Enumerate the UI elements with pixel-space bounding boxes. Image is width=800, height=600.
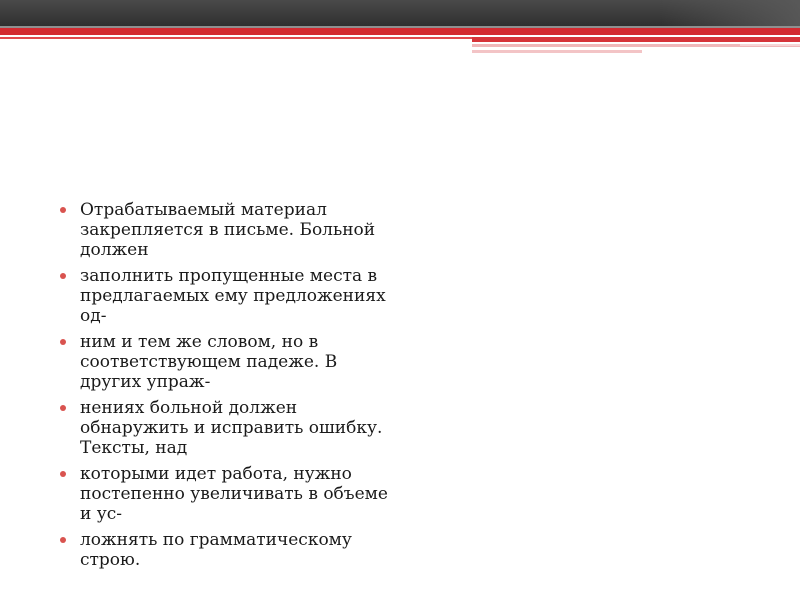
- bullet-item: [58, 332, 388, 392]
- bullet-text: нениях больной должен обнаружить и исправить ошибку. Тексты, над: [80, 398, 383, 458]
- bullet-text: Отрабатываемый материал закрепляется в письме. Больной должен: [80, 200, 376, 260]
- bullet-item: [58, 464, 388, 524]
- bullet-dot-icon: [60, 471, 66, 477]
- bullet-dot-icon: [60, 207, 66, 213]
- header-pink-line-3: [740, 44, 800, 46]
- bullet-text: заполнить пропущенные места в предлагаемых ему предложениях од-: [80, 266, 386, 326]
- bullet-text: ним и тем же словом, но в соответствующем падеже. В других упраж-: [80, 332, 338, 392]
- bullet-text: которыми идет работа, нужно постепенно увеличивать в объеме и ус-: [80, 464, 388, 524]
- bullet-dot-icon: [60, 405, 66, 411]
- header-band-highlight: [660, 0, 800, 26]
- bullet-text: ложнять по грамматическому строю.: [80, 530, 352, 570]
- slide-body: [58, 200, 388, 576]
- header-pink-line-2: [472, 50, 642, 53]
- bullet-dot-icon: [60, 339, 66, 345]
- bullet-item: [58, 200, 388, 260]
- bullet-item: [58, 398, 388, 458]
- header-red-band: [0, 28, 800, 35]
- header-red-thin-line: [0, 37, 472, 39]
- bullet-item: [58, 266, 388, 326]
- bullet-dot-icon: [60, 273, 66, 279]
- bullet-dot-icon: [60, 537, 66, 543]
- bullet-item: [58, 530, 388, 570]
- header-red-right-band: [472, 37, 800, 42]
- bullet-list: [58, 200, 388, 570]
